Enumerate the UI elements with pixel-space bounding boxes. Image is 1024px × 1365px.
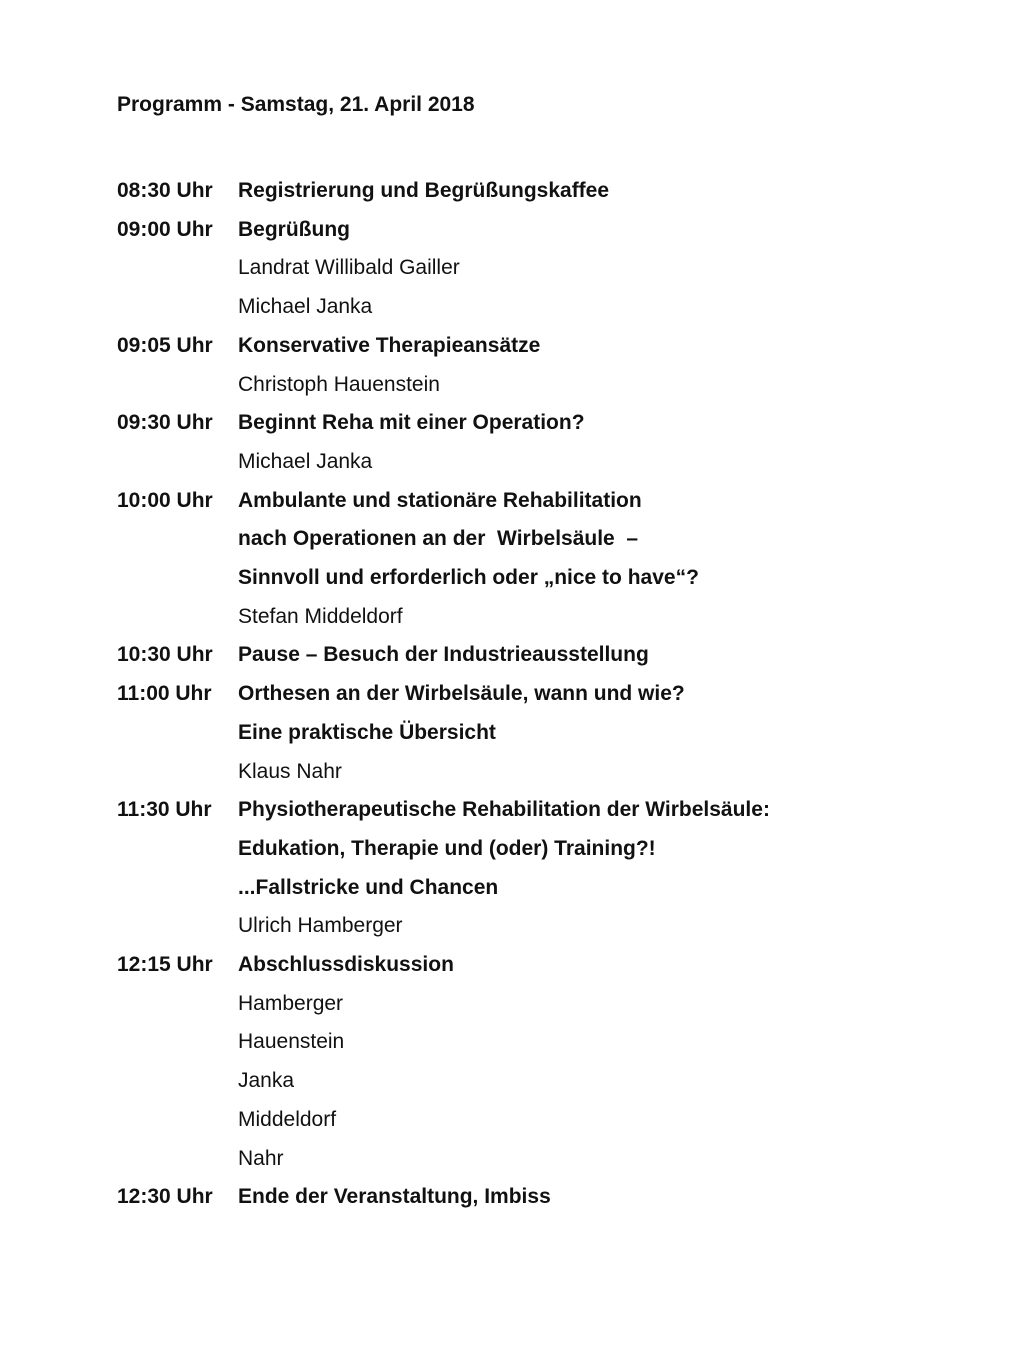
session-topic: Pause – Besuch der Industrieausstellung (238, 643, 649, 667)
session-details (238, 482, 977, 637)
session-row (117, 211, 977, 327)
session-speaker: Michael Janka (238, 449, 373, 473)
session-topic: nach Operationen an der Wirbelsäule – (238, 527, 639, 551)
session-time: 09:30 Uhr (117, 411, 213, 435)
session-topic: Abschlussdiskussion (238, 953, 454, 977)
session-time: 09:05 Uhr (117, 333, 213, 357)
session-time: 10:00 Uhr (117, 488, 213, 512)
session-time: 11:00 Uhr (117, 682, 212, 706)
session-row (117, 791, 977, 946)
session-speaker: Janka (238, 1069, 295, 1093)
session-row (117, 636, 977, 675)
session-topic: Konservative Therapieansätze (238, 333, 541, 357)
session-topic: Beginnt Reha mit einer Operation? (238, 411, 585, 435)
session-topic: Edukation, Therapie und (oder) Training?! (238, 836, 656, 860)
session-topic: Ambulante und stationäre Rehabilitation (238, 488, 642, 512)
session-speaker: Nahr (238, 1146, 284, 1170)
session-topic: Begrüßung (238, 217, 350, 241)
program-schedule (117, 172, 977, 1217)
session-topic: Sinnvoll und erforderlich oder „nice to have“? (238, 566, 699, 590)
session-row (117, 327, 977, 404)
session-topic: Ende der Veranstaltung, Imbiss (238, 1185, 551, 1209)
session-details (238, 211, 977, 327)
session-details (238, 946, 977, 1178)
session-speaker: Ulrich Hamberger (238, 914, 403, 938)
session-speaker: Stefan Middeldorf (238, 604, 403, 628)
session-speaker: Hamberger (238, 991, 344, 1015)
session-time: 12:15 Uhr (117, 953, 213, 977)
session-details (238, 675, 977, 791)
session-row (117, 1178, 977, 1217)
session-details (238, 327, 977, 404)
session-speaker: Landrat Willibald Gailler (238, 256, 460, 280)
session-topic: Registrierung und Begrüßungskaffee (238, 179, 610, 202)
session-details (238, 1178, 977, 1217)
session-speaker: Christoph Hauenstein (238, 372, 440, 396)
session-topic: Orthesen an der Wirbelsäule, wann und wie? (238, 682, 685, 706)
session-row (117, 946, 977, 1178)
session-topic: Physiotherapeutische Rehabilitation der Wirbelsäule: (238, 798, 770, 822)
session-speaker: Hauenstein (238, 1030, 345, 1054)
session-details (238, 791, 977, 946)
session-time: 11:30 Uhr (117, 798, 212, 822)
session-topic: Eine praktische Übersicht (238, 720, 496, 744)
session-row (117, 675, 977, 791)
session-details (238, 172, 977, 211)
session-time: 08:30 Uhr (117, 179, 213, 202)
session-time: 10:30 Uhr (117, 643, 213, 667)
session-time: 12:30 Uhr (117, 1185, 213, 1209)
session-row (117, 482, 977, 637)
session-details (238, 636, 977, 675)
session-details (238, 404, 977, 481)
session-topic: ...Fallstricke und Chancen (238, 875, 499, 899)
session-speaker: Middeldorf (238, 1107, 337, 1131)
session-time: 09:00 Uhr (117, 217, 213, 241)
session-row (117, 404, 977, 481)
session-speaker: Michael Janka (238, 295, 373, 319)
page-title: Programm - Samstag, 21. April 2018 (117, 93, 475, 116)
session-row (117, 172, 977, 211)
session-speaker: Klaus Nahr (238, 759, 342, 783)
